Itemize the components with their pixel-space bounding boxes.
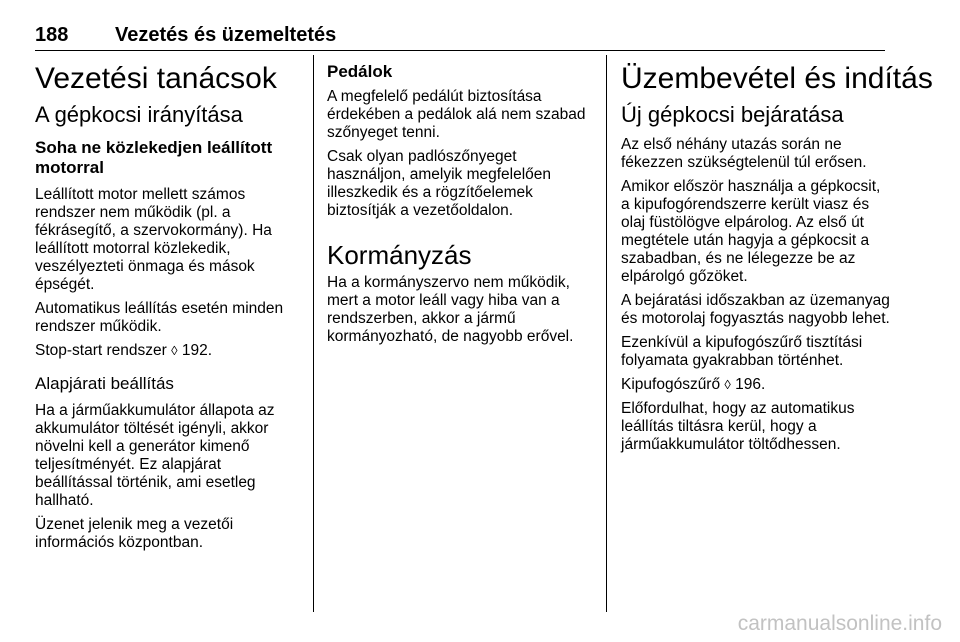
paragraph: Üzenet jelenik meg a vezetői információs központban. — [35, 516, 234, 551]
column-right — [621, 52, 933, 460]
paragraph: Csak olyan padlószőnyeget használjon, amelyik megfelelően illeszkedik és a rögzítőelemek biztosítják a vezetőoldalon. — [327, 148, 552, 219]
paragraph-text: Kipufogószűrő — [621, 376, 721, 393]
heading-steering: Kormányzás — [327, 240, 472, 270]
column-left — [35, 52, 300, 558]
paragraph-stop-start — [35, 342, 300, 360]
paragraph: Ha a járműakkumulátor állapota az akkumulátor töltését igényli, akkor növelni kell a generátor kimenő teljesítményét. Ez alapjárat beállítással történik, ami esetleg hallható. — [35, 402, 275, 509]
paragraph: Automatikus leállítás esetén minden rendszer működik. — [35, 300, 284, 335]
page-header — [35, 20, 885, 51]
paragraph-text: Stop-start rendszer — [35, 342, 167, 359]
heading-engine-off: Soha ne közlekedjen leállított motorral — [35, 138, 273, 177]
paragraph: Amikor először használja a gépkocsit, a kipufogórendszerre került viasz és olaj füstölögve elpárolog. Az első út megtétele után hagyja a gépkocsit a szabadban, és ne lélegezze be az elpárolgó gőzöket. — [621, 178, 881, 285]
column-divider — [606, 55, 607, 612]
page-reference-link[interactable]: 192. — [181, 342, 213, 359]
heading-idle: Alapjárati beállítás — [35, 374, 174, 393]
page-reference-icon: ◊ — [724, 377, 731, 392]
heading-pedals: Pedálok — [327, 62, 393, 81]
paragraph: Ha a kormányszervo nem működik, mert a motor leáll vagy hiba van a rendszerben, akkor a jármű kormányozható, de nagyobb erővel. — [327, 274, 574, 345]
chapter-title: Vezetés és üzemeltetés — [115, 24, 337, 46]
section-title: Vezetési tanácsok — [35, 62, 277, 95]
paragraph: Az első néhány utazás során ne fékezzen szükségtelenül túl erősen. — [621, 136, 867, 171]
page-number: 188 — [35, 24, 69, 46]
paragraph: A megfelelő pedálút biztosítása érdekében a pedálok alá nem szabad szőnyeget tenni. — [327, 88, 586, 141]
paragraph: Leállított motor mellett számos rendszer nem működik (pl. a fékrásegítő, a szervokormány). Ha leállított motorral közlekedik, veszélyezteti önmaga és mások épségét. — [35, 186, 272, 293]
paragraph-exhaust-filter — [621, 376, 893, 394]
section-title: Üzembevétel és indítás — [621, 62, 933, 95]
section-subtitle: Új gépkocsi bejáratása — [621, 102, 844, 127]
page-reference-link[interactable]: 196. — [735, 376, 766, 393]
paragraph: Ezenkívül a kipufogószűrő tisztítási folyamata gyakrabban történhet. — [621, 334, 863, 369]
page-reference-icon: ◊ — [171, 343, 178, 358]
watermark: carmanualsonline.info — [737, 612, 942, 635]
paragraph: A bejáratási időszakban az üzemanyag és motorolaj fogyasztás nagyobb lehet. — [621, 292, 890, 327]
paragraph: Előfordulhat, hogy az automatikus leállítás tiltásra kerül, hogy a járműakkumulátor töltődhessen. — [621, 400, 855, 453]
column-divider — [313, 55, 314, 612]
section-subtitle: A gépkocsi irányítása — [35, 102, 243, 127]
column-middle — [327, 52, 592, 352]
